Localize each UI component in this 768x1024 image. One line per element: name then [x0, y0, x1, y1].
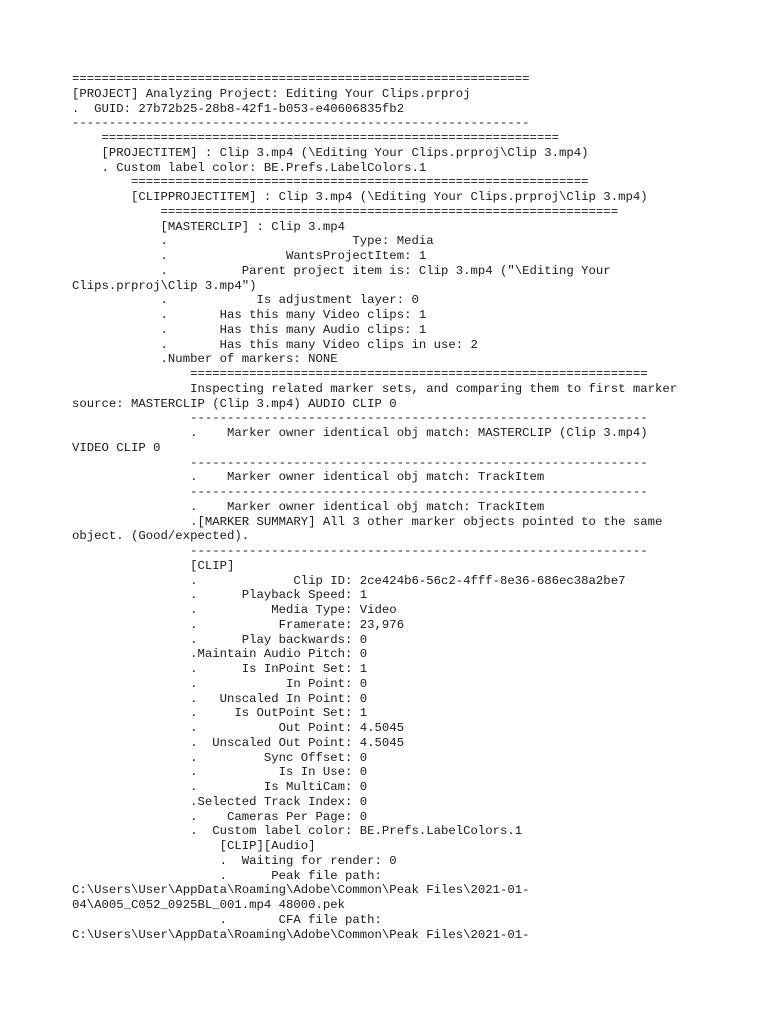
- log-line: [CLIPPROJECTITEM] : Clip 3.mp4 (\Editing Your Clips.prproj\Clip 3.mp4): [72, 190, 648, 204]
- log-line: .Number of markers: NONE: [72, 352, 338, 367]
- log-line: . Unscaled Out Point: 4.5045: [72, 735, 405, 750]
- log-line: . Has this many Audio clips: 1: [72, 322, 427, 337]
- log-line: 04\A005_C052_0925BL_001.mp4 48000.pek: [72, 898, 346, 912]
- log-line: . Cameras Per Page: 0: [72, 809, 368, 824]
- log-line: . Has this many Video clips: 1: [72, 308, 427, 322]
- log-line: ==============================================================: [72, 72, 530, 86]
- log-line: C:\Users\User\AppData\Roaming\Adobe\Common\Peak Files\2021-01-: [72, 883, 530, 898]
- log-line: . Marker owner identical obj match: TrackItem: [72, 470, 545, 485]
- log-line: --------------------------------------------------------------: [72, 544, 648, 558]
- log-line: ==============================================================: [72, 175, 589, 190]
- log-line: . Clip ID: 2ce424b6-56c2-4fff-8e36-686ec38a2be7: [72, 573, 626, 588]
- log-line: . Marker owner identical obj match: TrackItem: [72, 499, 545, 514]
- log-line: . Play backwards: 0: [72, 632, 368, 647]
- log-line: Clips.prproj\Clip 3.mp4"): [72, 278, 257, 293]
- log-line: . WantsProjectItem: 1: [72, 249, 427, 263]
- log-line: ==============================================================: [72, 367, 648, 381]
- log-line: . GUID: 27b72b25-28b8-42f1-b053-e40606835fb2: [72, 101, 405, 116]
- log-line: ==============================================================: [72, 131, 560, 145]
- log-line: [CLIP]: [72, 558, 235, 573]
- log-line: . Sync Offset: 0: [72, 750, 368, 765]
- log-line: . Marker owner identical obj match: MASTERCLIP (Clip 3.mp4): [72, 426, 648, 440]
- log-line: . Is OutPoint Set: 1: [72, 706, 368, 721]
- log-line: .Maintain Audio Pitch: 0: [72, 647, 368, 662]
- log-line: . Out Point: 4.5045: [72, 721, 405, 735]
- log-line: [CLIP][Audio]: [72, 839, 316, 853]
- log-line: . Has this many Video clips in use: 2: [72, 337, 478, 352]
- log-line: . Custom label color: BE.Prefs.LabelColors.1: [72, 824, 523, 839]
- log-line: [MASTERCLIP] : Clip 3.mp4: [72, 219, 346, 234]
- log-line: source: MASTERCLIP (Clip 3.mp4) AUDIO CLIP 0: [72, 396, 397, 411]
- log-line: --------------------------------------------------------------: [72, 455, 648, 470]
- log-line: . Media Type: Video: [72, 603, 397, 617]
- log-line: . CFA file path:: [72, 912, 382, 927]
- log-line: . Peak file path:: [72, 868, 382, 883]
- log-line: [PROJECT] Analyzing Project: Editing Your Clips.prproj: [72, 86, 471, 101]
- log-line: C:\Users\User\AppData\Roaming\Adobe\Common\Peak Files\2021-01-: [72, 927, 530, 942]
- log-line: . Is adjustment layer: 0: [72, 293, 419, 308]
- log-line: .[MARKER SUMMARY] All 3 other marker objects pointed to the same: [72, 514, 663, 529]
- log-document: [72, 72, 712, 952]
- log-line: . Is In Use: 0: [72, 765, 368, 780]
- log-line: --------------------------------------------------------------: [72, 485, 648, 499]
- log-line: . Custom label color: BE.Prefs.LabelColors.1: [72, 160, 427, 175]
- log-line: [PROJECTITEM] : Clip 3.mp4 (\Editing Your Clips.prproj\Clip 3.mp4): [72, 145, 589, 160]
- log-line: . Waiting for render: 0: [72, 853, 397, 868]
- log-line: . Unscaled In Point: 0: [72, 691, 368, 706]
- log-line: . Type: Media: [72, 234, 434, 249]
- log-line: VIDEO CLIP 0: [72, 440, 161, 455]
- log-line: . Playback Speed: 1: [72, 588, 368, 603]
- log-line: . Is InPoint Set: 1: [72, 662, 368, 676]
- log-line: . Framerate: 23,976: [72, 617, 405, 632]
- log-line: ==============================================================: [72, 204, 619, 219]
- log-line: . Is MultiCam: 0: [72, 780, 368, 794]
- log-line: . Parent project item is: Clip 3.mp4 ("\Editing Your: [72, 263, 611, 278]
- log-line: .Selected Track Index: 0: [72, 794, 368, 809]
- log-line: --------------------------------------------------------------: [72, 411, 648, 426]
- log-line: --------------------------------------------------------------: [72, 116, 530, 131]
- log-line: object. (Good/expected).: [72, 529, 250, 544]
- log-line: Inspecting related marker sets, and comparing them to first marker: [72, 381, 678, 396]
- log-line: . In Point: 0: [72, 676, 368, 691]
